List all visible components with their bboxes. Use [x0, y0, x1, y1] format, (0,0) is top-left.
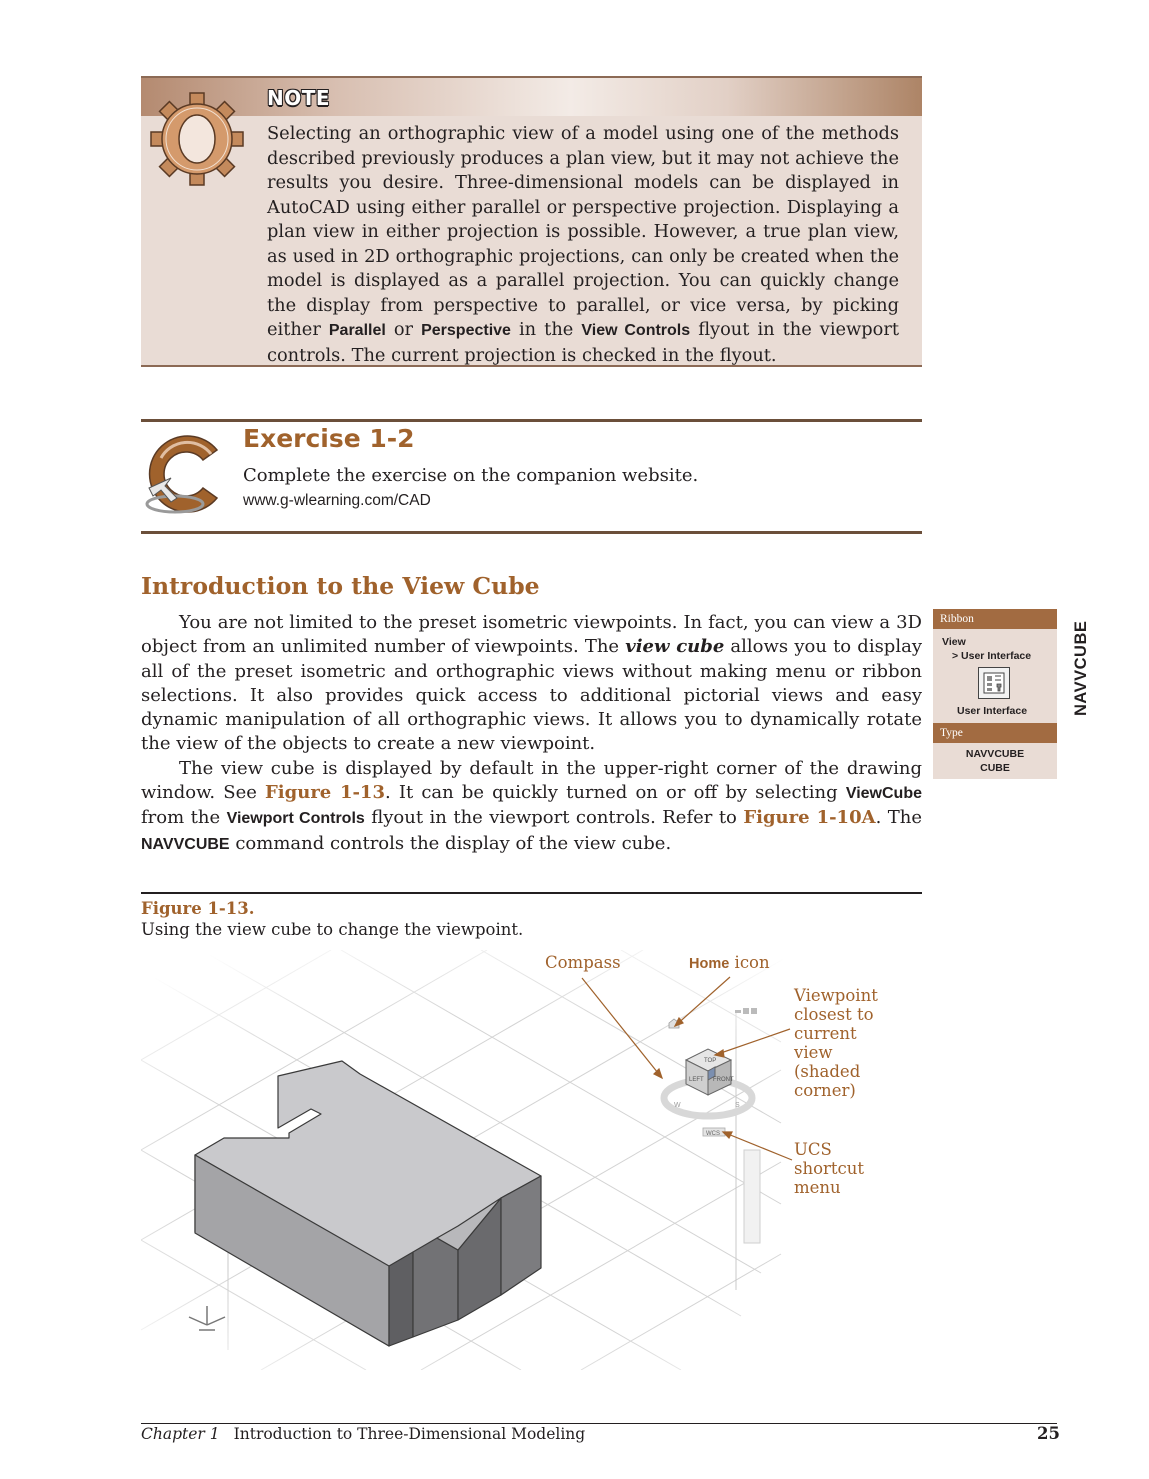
sidebar-vertical-command	[1072, 603, 1094, 717]
paragraph-2	[141, 757, 922, 857]
figure-caption: Using the view cube to change the viewpoint.	[141, 920, 524, 939]
ucs-menu-label: WCS	[706, 1131, 720, 1137]
cube-front-label: FRONT	[713, 1077, 734, 1083]
body-text: from the	[141, 807, 227, 829]
gear-icon	[147, 84, 247, 198]
note-parallel-term: Parallel	[328, 322, 386, 339]
command-viewcube: ViewCube	[845, 785, 922, 803]
command-sidebar	[933, 609, 1057, 779]
body-text: . The	[875, 807, 923, 829]
sidebar-ribbon-header: Ribbon	[933, 609, 1057, 629]
callout-viewpoint	[794, 986, 878, 1100]
note-view-controls-term: View Controls	[581, 322, 691, 339]
sidebar-type-alias: CUBE	[980, 762, 1010, 774]
callout-home-icon	[689, 953, 770, 974]
figure-rule	[141, 892, 922, 894]
vertical-command-label: NAVVCUBE	[1072, 620, 1090, 716]
note-box	[141, 76, 922, 367]
command-viewport-controls: Viewport Controls	[226, 810, 365, 828]
svg-text:W: W	[674, 1102, 681, 1109]
footer-chapter-number: Chapter 1	[141, 1425, 220, 1443]
footer-chapter	[141, 1425, 585, 1443]
note-header-bar	[141, 78, 922, 116]
exercise-top-rule	[141, 419, 922, 422]
callout-line: Viewpoint	[794, 986, 878, 1005]
footer-rule	[141, 1423, 1057, 1424]
body-text: command controls the display of the view cube.	[229, 832, 672, 854]
callout-ucs	[794, 1140, 864, 1197]
callout-home-text: icon	[729, 953, 770, 972]
exercise-title: Exercise 1-2	[243, 424, 415, 453]
note-text: in the	[510, 319, 582, 340]
note-text: or	[385, 319, 422, 340]
cube-left-label: LEFT	[689, 1077, 704, 1083]
footer-chapter-title: Introduction to Three-Dimensional Modeling	[233, 1425, 586, 1443]
exercise-instructions: Complete the exercise on the companion website.	[243, 465, 699, 486]
callout-line: corner)	[794, 1081, 856, 1100]
figure-reference-link[interactable]: Figure 1-10A	[743, 807, 876, 829]
callout-line: UCS	[794, 1140, 832, 1159]
figure-reference-link[interactable]: Figure 1-13	[265, 782, 385, 804]
sidebar-ribbon-tab: View	[942, 636, 966, 648]
figure-label: Figure 1-13.	[141, 899, 255, 918]
sidebar-type-header: Type	[933, 723, 1057, 743]
note-perspective-term: Perspective	[421, 322, 511, 339]
callout-line: current	[794, 1024, 857, 1043]
callout-line: closest to	[794, 1005, 874, 1024]
body-text: The view cube is displayed by default in the upper-right corner of the drawing window. See	[141, 757, 922, 804]
section-body	[141, 611, 922, 857]
key-term: view cube	[625, 636, 725, 658]
page-number: 25	[1037, 1424, 1060, 1443]
body-text: You are not limited to the preset isometric viewpoints. In fact, you can view a 3D object from an unlimited number of viewpoints. The	[141, 612, 922, 658]
body-text: . It can be quickly turned on or off by selecting	[384, 782, 846, 804]
cube-top-label: TOP	[704, 1058, 717, 1064]
exercise-bottom-rule	[141, 531, 922, 534]
body-text: flyout in the viewport controls. Refer to	[364, 807, 744, 829]
sidebar-type-command: NAVVCUBE	[965, 748, 1025, 760]
callout-line: menu	[794, 1178, 841, 1197]
callout-compass: Compass	[545, 953, 621, 972]
body-text: allows you to display all of the preset isometric and orthographic views without making menu or ribbon selections. It also provides quick access to additional pictorial views and easy dynamic manipulation of all orthographic views. It allows you to dynamically rotate the view of the objects to create a new viewpoint.	[141, 636, 922, 755]
callout-line: shortcut	[794, 1159, 865, 1178]
user-interface-button-icon[interactable]	[978, 667, 1010, 699]
callout-home-bold: Home	[689, 956, 730, 972]
sidebar-button-label: User Interface	[957, 705, 1028, 717]
exercise-url-link[interactable]: www.g-wlearning.com/CAD	[243, 492, 431, 509]
note-body	[267, 122, 899, 368]
note-title: NOTE	[267, 86, 331, 110]
note-text: flyout in the viewport controls. The current projection is checked in the flyout.	[267, 319, 900, 366]
paragraph-1	[141, 611, 922, 757]
callout-line: (shaded	[794, 1062, 861, 1081]
section-heading: Introduction to the View Cube	[141, 572, 540, 600]
command-navvcube: NAVVCUBE	[141, 835, 230, 853]
callout-line: view	[794, 1043, 833, 1062]
companion-website-icon	[141, 428, 231, 524]
sidebar-ribbon-panel: > User Interface	[952, 650, 1032, 662]
note-text: Selecting an orthographic view of a model using one of the methods described previously produces a plan view, but it may not achieve the results you desire. Three-dimensional models can be displayed in AutoCAD using either parallel or perspective projection. Displaying a plan view in either projection is possible. However, a true plan view, as used in 2D orthographic projections, can only be created when the model is displayed as a parallel projection. You can quickly change the display from perspective to parallel, or vice versa, by picking either	[267, 123, 899, 340]
svg-text:S: S	[735, 1102, 740, 1109]
